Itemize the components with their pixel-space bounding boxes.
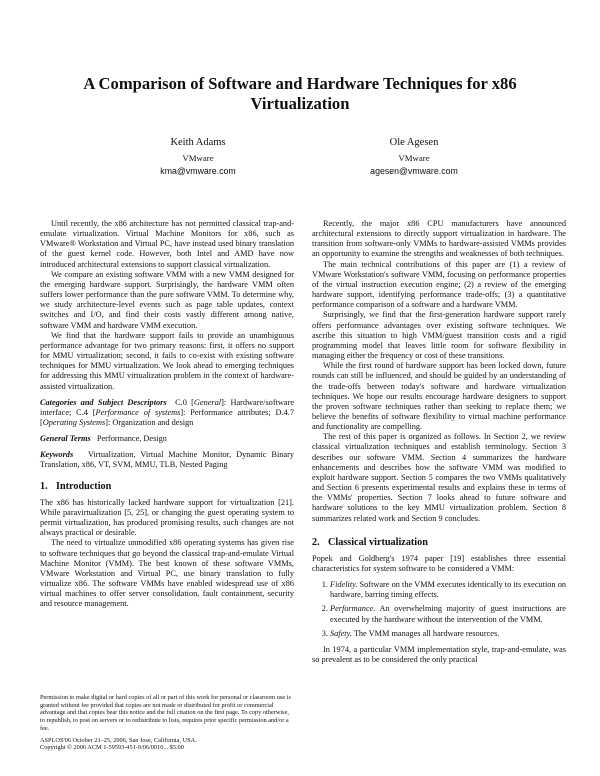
body-paragraph: Surprisingly, we find that the first-generation hardware support rarely offers performance advantages over existing software techniques. We ascribe this situation to high VMM/guest transition costs and a rigid programming model that leaves little room for software flexibility in managing either the frequency or cost of these transitions. [312,310,566,361]
body-paragraph: The main technical contributions of this paper are (1) a review of VMware Workstation's software VMM, focusing on performance properties of the virtual instruction execution engine; (2) a review of the emerging hardware support, identifying performance trade-offs; (3) a quantitative performance comparison of a software and a hardware VMM. [312,259,566,310]
left-column [40,219,294,609]
section-heading: 1. Introduction [40,480,112,492]
author-affiliation: VMware [398,153,430,163]
list-item: 2. Performance. An overwhelming majority of guest instructions are executed by the hardware without the intervention of the VMM. [330,604,566,624]
copyright-line: Copyright © 2006 ACM 1-59593-451-0/06/0010... $5.00 [40,744,184,752]
body-paragraph: While the first round of hardware support has been locked down, future rounds can still be influenced, and should be guided by an understanding of the trade-offs between today's software and hardware virtualization techniques. We hope our results encourage hardware designers to support the proven software techniques rather than seeking to replace them; we believe the benefits of software flexibility to virtual machine performance and functionality are compelling. [312,361,566,432]
author-name: Keith Adams [170,137,226,148]
abstract-paragraph: Until recently, the x86 architecture has not permitted classical trap-and-emulate virtualization. Virtual Machine Monitors for x86, such as VMware® Workstation and Virtual PC, have instead used binary translation of the guest kernel code. However, both Intel and AMD have now introduced architectural extensions to support classical virtualization. [40,219,294,269]
right-column [312,219,566,665]
body-paragraph: The x86 has historically lacked hardware support for virtualization [21]. While paravirtualization [5, 25], or changing the guest operating system to permit virtualization, has produced promising results, such changes are not always practical or desirable. [40,497,294,538]
body-paragraph: Popek and Goldberg's 1974 paper [19] establishes three essential characteristics for system software to be considered a VMM: [312,553,566,573]
body-paragraph: Recently, the major x86 CPU manufacturers have announced architectural extensions to directly support virtualization in hardware. The transition from software-only VMMs to hardware-assisted VMMs provides an opportunity to examine the strengths and weaknesses of both techniques. [312,219,566,259]
list-item: 3. Safety. The VMM manages all hardware resources. [330,629,566,639]
abstract-paragraph: We find that the hardware support fails to provide an unambiguous performance advantage for two primary reasons: first, it offers no support for MMU virtualization; second, it fails to co-exist with existing software techniques for MMU virtualization. We look ahead to emerging techniques for addressing this MMU virtualization problem in the context of hardware-assisted virtualization. [40,330,294,391]
author-name: Ole Agesen [389,137,439,148]
author-email: kma@vmware.com [160,166,236,176]
abstract-paragraph: We compare an existing software VMM with a new VMM designed for the emerging hardware support. Surprisingly, the hardware VMM often suffers lower performance than the pure software VMM. To determine why, we study architecture-level events such as page table updates, context switches and I/O, and find their costs vastly different among native, software VMM and hardware VMM execution. [40,269,294,330]
keywords-label: Keywords [40,450,74,460]
categories-descriptors: Categories and Subject Descriptors C.0 [General]: Hardware/software interface; C.4 [Performance of systems]: Performance attributes; D.4.7 [Operating Systems]: Organization and design [40,397,295,427]
conference-info: ASPLOS'06 October 21–25, 2006, San Jose, California, USA. [40,736,197,744]
body-paragraph: The need to virtualize unmodified x86 operating systems has given rise to software techniques that go beyond the classical trap-and-emulate Virtual Machine Monitor (VMM). The best known of these software VMMs, VMware Workstation and Virtual PC, use binary translation to fully virtualize x86. The software VMMs have enabled widespread use of x86 virtual machines to offer server consolidation, fault containment, security and resource management. [40,538,294,609]
paper-title: A Comparison of Software and Hardware Techniques for x86 Virtualization [83,74,517,113]
body-paragraph: In 1974, a particular VMM implementation style, trap-and-emulate, was so prevalent as to be considered the only practical [312,644,566,665]
general-terms-label: General Terms [40,434,91,444]
author-email: agesen@vmware.com [370,166,458,176]
permission-notice: Permission to make digital or hard copies of all or part of this work for personal or classroom use is granted without fee provided that copies are not made or distributed for profit or commercial advantage and that copies bear this notice and the full citation on the first page. To copy otherwise, to republish, to post on servers or to redistribute to lists, requires prior specific permission and/or a fee. [40,694,291,732]
copyright-footnote [40,694,294,752]
author-affiliation: VMware [182,153,214,163]
list-item: 1. Fidelity. Software on the VMM executes identically to its execution on hardware, barring timing effects. [330,580,566,600]
body-paragraph: The rest of this paper is organized as follows. In Section 2, we review classical virtualization techniques and establish terminology. Section 3 describes our software VMM. Section 4 summarizes the hardware enhancements and describes how the software VMM was modified to exploit hardware support. Section 5 compares the two VMMs qualitatively and Section 6 presents experimental results and explains these in terms of the VMMs' properties. Section 7 looks ahead to future software and hardware solutions to the key MMU virtualization problem. Section 8 summarizes related work and Section 9 concludes. [312,432,566,523]
categories-label: Categories and Subject Descriptors [40,397,167,407]
author-block [314,136,514,178]
section-heading: 2. Classical virtualization [312,536,428,548]
keywords: Keywords Virtualization, Virtual Machine Monitor, Dynamic Binary Translation, x86, VT, SVM, MMU, TLB, Nested Paging [40,450,294,470]
author-block [98,136,298,178]
vmm-characteristics-list [312,580,566,639]
general-terms: General Terms Performance, Design [40,434,167,444]
